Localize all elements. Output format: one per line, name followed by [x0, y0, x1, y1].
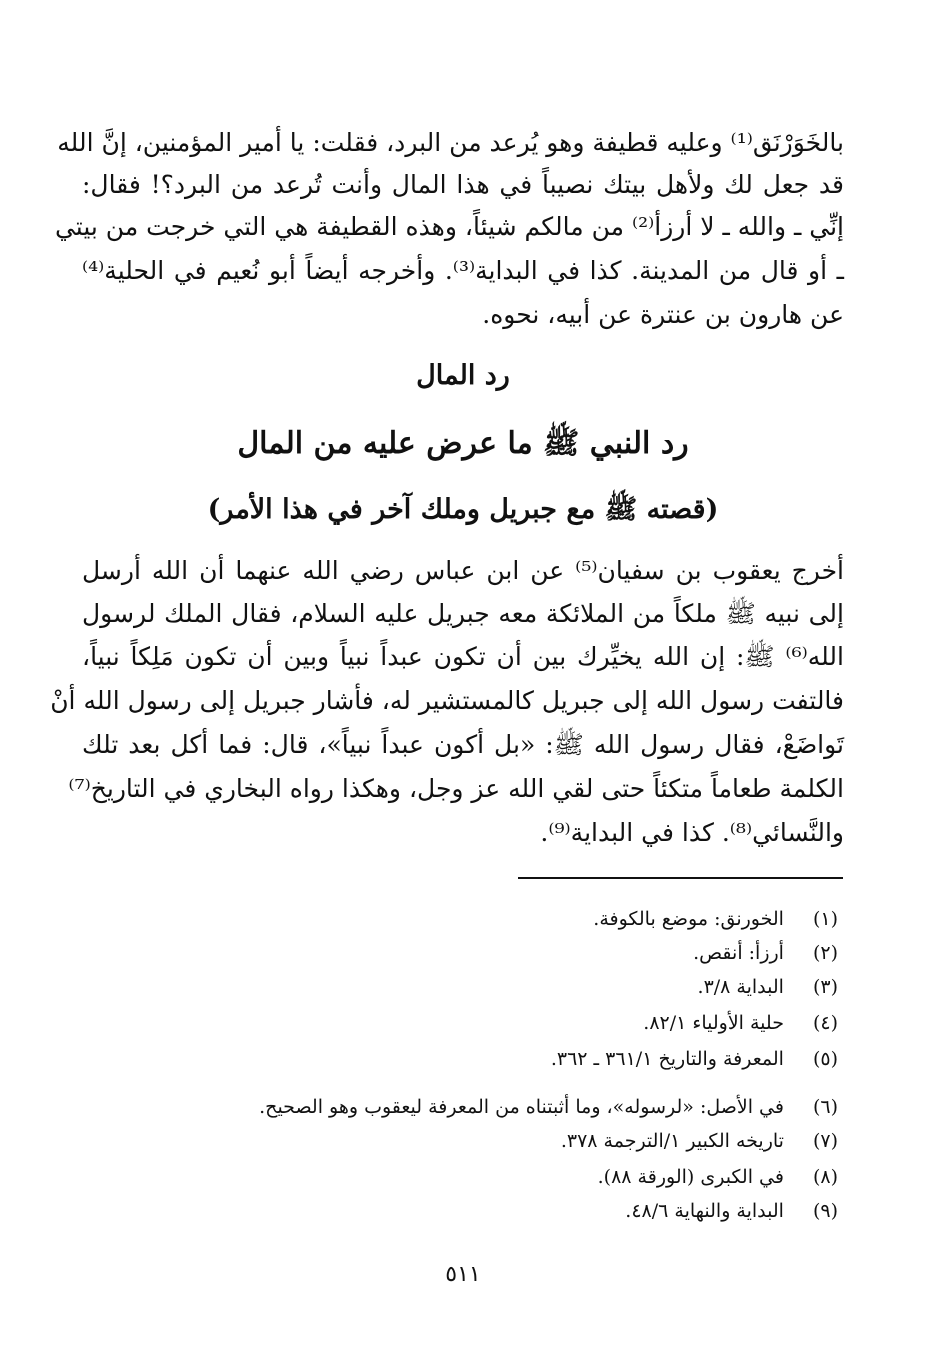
top-paragraph-line-4: ـ أو قال من المدينة. كذا في البداية⁽³⁾. وأخرجه أيضاً أبو نُعيم في الحلية⁽⁴⁾: [82, 256, 844, 285]
main-paragraph-line-6: الكلمة طعاماً متكئاً حتى لقي الله عز وجل، وهكذا رواه البخاري في التاريخ⁽⁷⁾: [68, 774, 844, 803]
main-paragraph-line-1: أخرج يعقوب بن سفيان⁽⁵⁾ عن ابن عباس رضي الله عنهما أن الله أرسل: [82, 556, 844, 585]
top-paragraph-line-2: قد جعل لك ولأهل بيتك نصيباً في هذا المال وأنت تُرعد من البرد؟! فقال:: [82, 170, 844, 199]
footnote-text: البداية والنهاية ٤٨/٦.: [625, 1200, 784, 1222]
footnote-8: [138, 1162, 838, 1192]
footnote-text: أرزأ: أنقص.: [693, 942, 784, 964]
footnote-9: [138, 1196, 838, 1226]
footnote-text: في الأصل: «لرسوله»، وما أثبتناه من المعرفة ليعقوب وهو الصحيح.: [259, 1096, 784, 1118]
main-paragraph-line-7: والنَّسائي⁽⁸⁾. كذا في البداية⁽⁹⁾.: [540, 818, 844, 847]
footnote-text: الخورنق: موضع بالكوفة.: [593, 908, 784, 930]
main-paragraph-line-3: الله⁽⁶⁾ ﷺ: إن الله يخيِّرك بين أن تكون عبداً نبياً وبين أن تكون مَلِكاً نبياً،: [82, 642, 844, 671]
chapter-title: رد النبي ﷺ ما عرض عليه من المال: [237, 426, 689, 461]
footnote-number: (٨): [812, 1166, 838, 1188]
footnote-number: (٦): [812, 1096, 838, 1118]
top-paragraph-line-3: إنِّي ـ والله ـ لا أرزأ⁽²⁾ من مالكم شيئاً، وهذه القطيفة هي التي خرجت من بيتي: [54, 212, 844, 241]
footnote-number: (٤): [812, 1012, 838, 1034]
footnote-1: [138, 904, 838, 934]
footnote-number: (٧): [812, 1130, 838, 1152]
footnote-text: المعرفة والتاريخ ٣٦١/١ ـ ٣٦٢.: [550, 1048, 784, 1070]
footnote-text: البداية ٣/٨.: [697, 976, 784, 998]
main-paragraph-line-2: إلى نبيه ﷺ ملكاً من الملائكة معه جبريل عليه السلام، فقال الملك لرسول: [82, 599, 844, 628]
subsection-title: (قصته ﷺ مع جبريل وملك آخر في هذا الأمر): [207, 494, 719, 525]
footnote-text: حلية الأولياء ٨٢/١.: [643, 1012, 784, 1034]
footnote-7: [138, 1126, 838, 1156]
section-title: رد المال: [416, 360, 510, 391]
footnote-number: (١): [812, 908, 838, 930]
top-paragraph-line-5: عن هارون بن عنترة عن أبيه، نحوه.: [482, 300, 844, 329]
footnote-number: (٩): [812, 1200, 838, 1222]
top-paragraph-line-1: بالخَوَرْنَق⁽¹⁾ وعليه قطيفة وهو يُرعد من البرد، فقلت: يا أمير المؤمنين، إنَّ الله: [57, 128, 844, 157]
main-paragraph-line-4: فالتفت رسول الله إلى جبريل كالمستشير له، فأشار جبريل إلى رسول الله أنْ: [50, 686, 844, 715]
main-paragraph-line-5: تَواضَعْ، فقال رسول الله ﷺ: «بل أكون عبداً نبياً»، قال: فما أكل بعد تلك: [82, 730, 844, 759]
footnote-number: (٥): [812, 1048, 838, 1070]
page-number: ٥١١: [445, 1262, 481, 1287]
footnote-number: (٣): [812, 976, 838, 998]
footnote-number: (٢): [812, 942, 838, 964]
footnote-text: تاريخه الكبير ١/الترجمة ٣٧٨.: [560, 1130, 784, 1152]
footnote-6: [138, 1092, 838, 1122]
footnote-5: [138, 1044, 838, 1074]
footnote-text: في الكبرى (الورقة ٨٨).: [597, 1166, 784, 1188]
footnote-2: [138, 938, 838, 968]
footnote-separator: [518, 877, 843, 879]
footnote-4: [138, 1008, 838, 1038]
footnote-3: [138, 972, 838, 1002]
